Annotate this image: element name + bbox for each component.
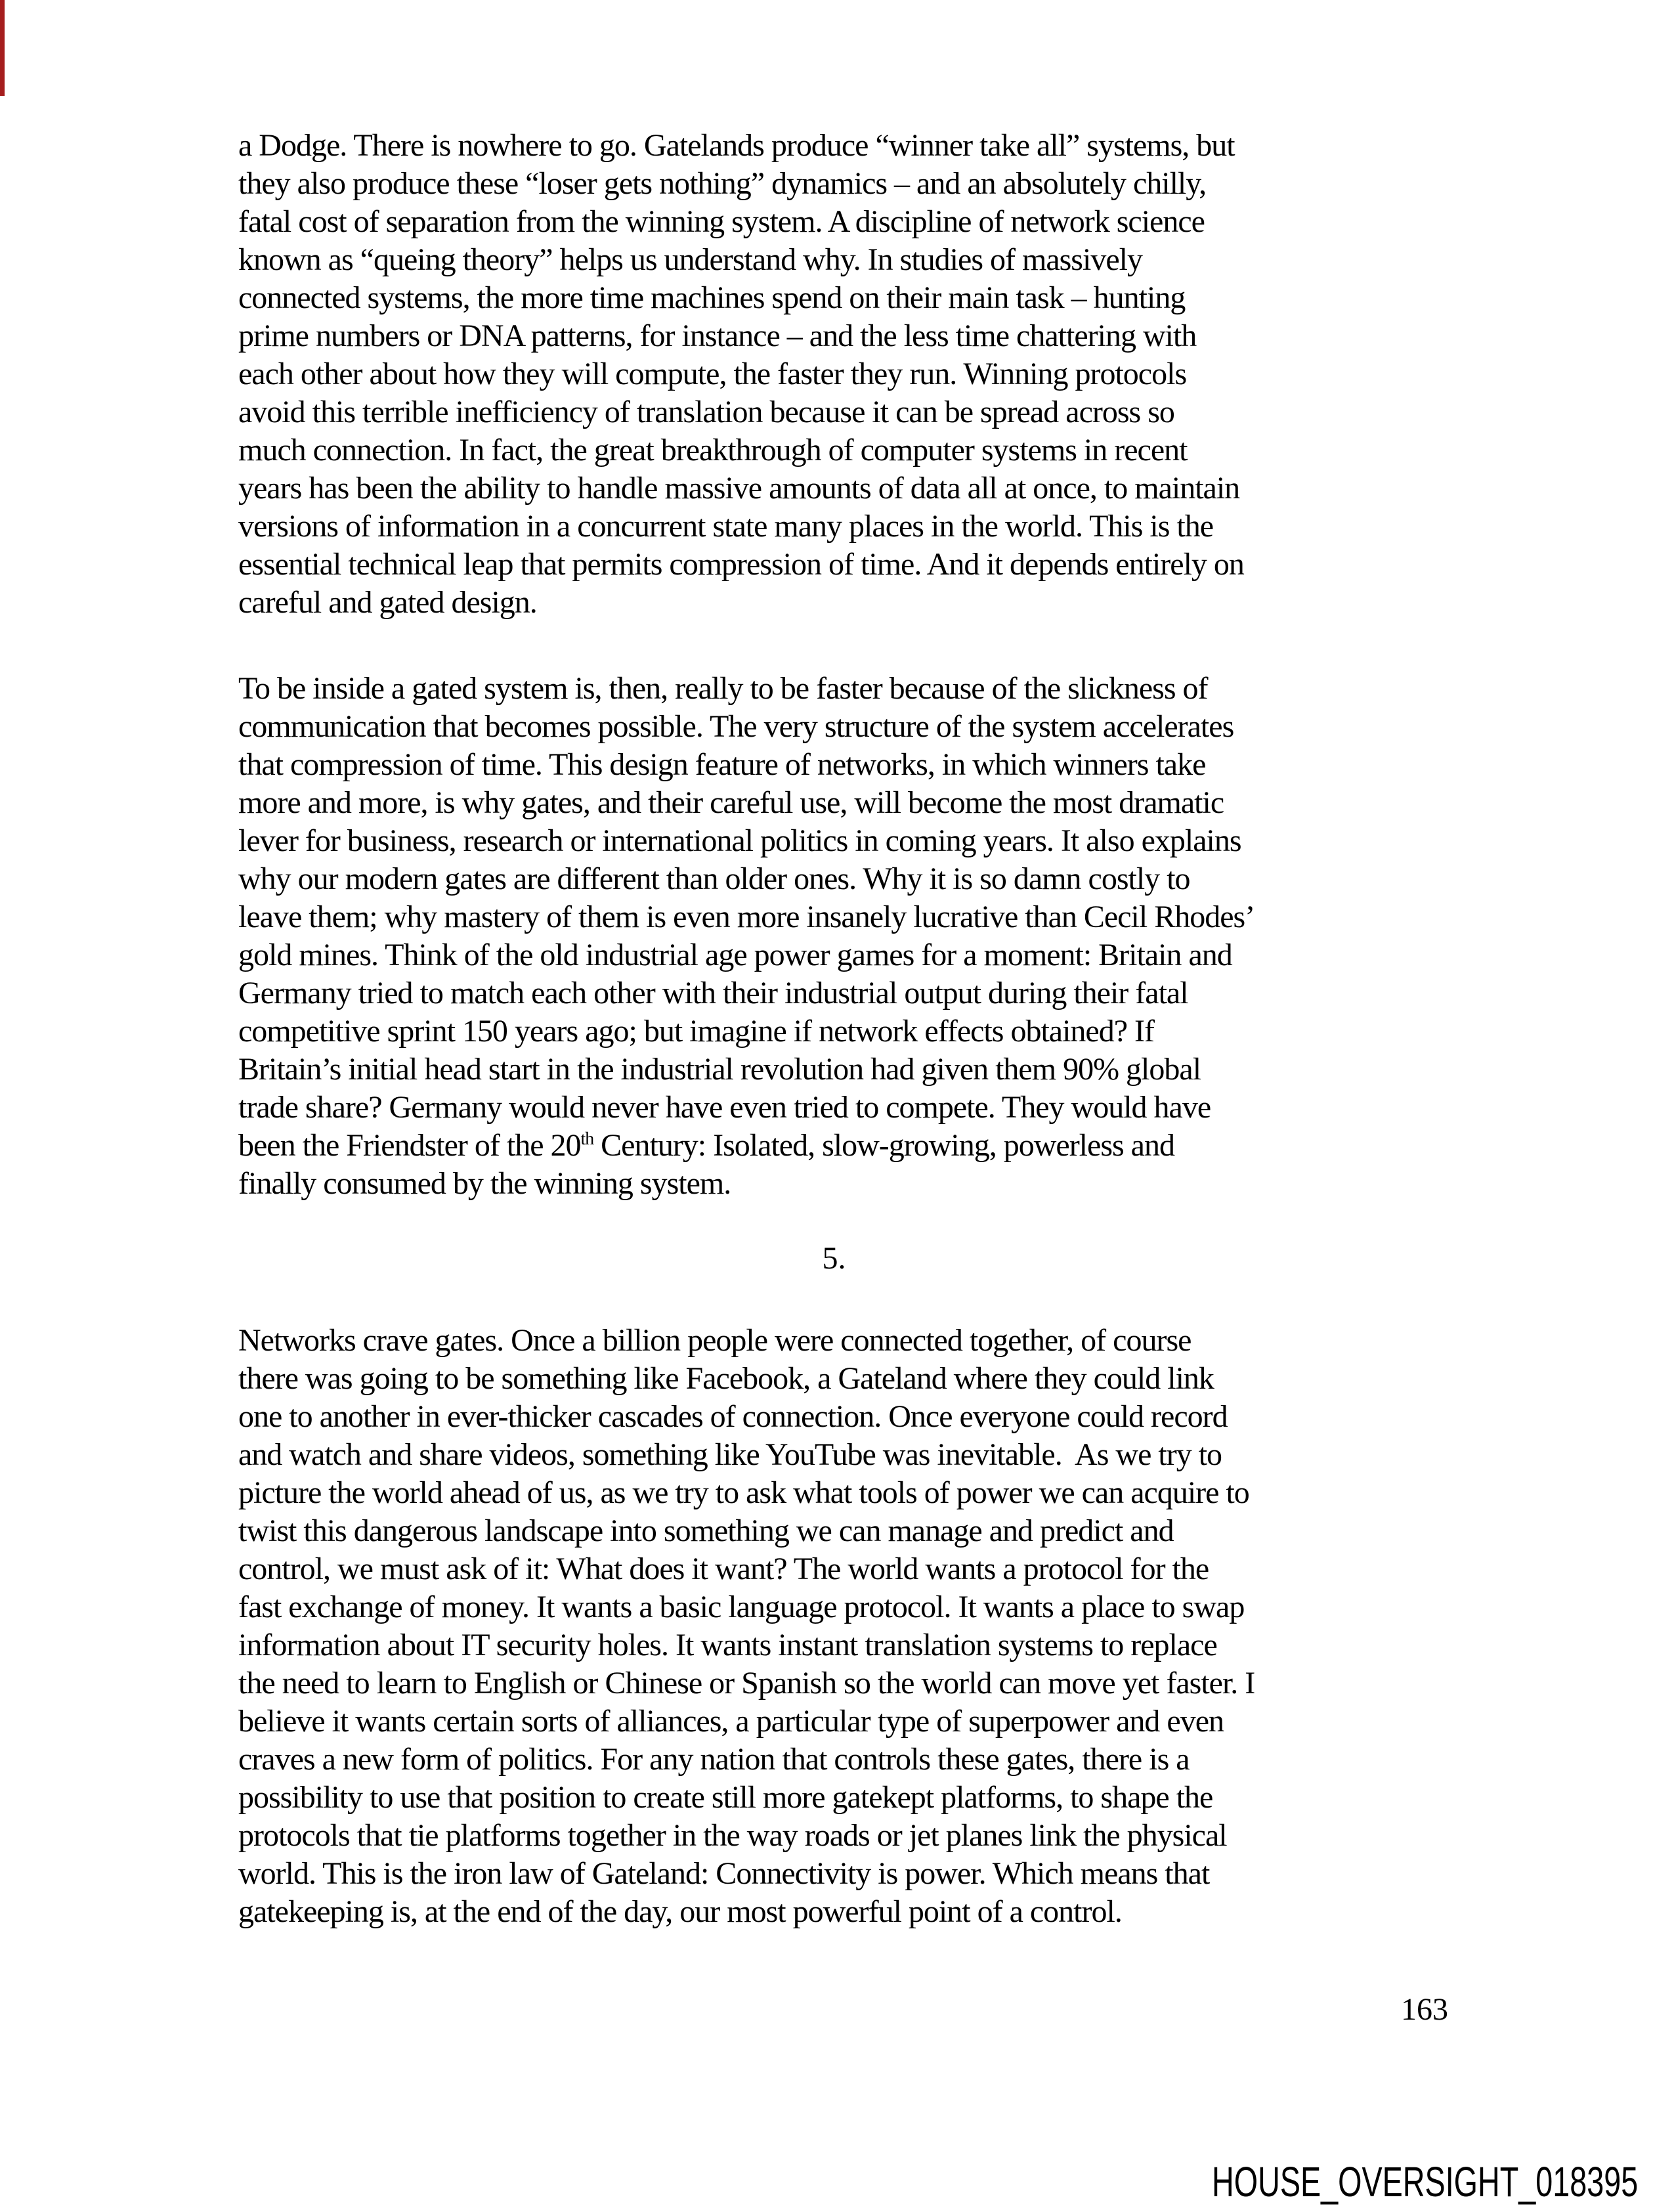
section-number: 5. (822, 1241, 846, 1276)
text-line: prime numbers or DNA patterns, for instance – and the less time chattering with (238, 318, 1197, 353)
text-line: years has been the ability to handle massive amounts of data all at once, to maintain (238, 471, 1240, 506)
text-line: protocols that tie platforms together in the way roads or jet planes link the physical (238, 1818, 1227, 1853)
text-line: lever for business, research or international politics in coming years. It also explains (238, 823, 1241, 858)
text-line: gatekeeping is, at the end of the day, our most powerful point of a control. (238, 1894, 1122, 1929)
text-line: there was going to be something like Facebook, a Gateland where they could link (238, 1361, 1214, 1396)
text-line: finally consumed by the winning system. (238, 1166, 731, 1201)
text-line: craves a new form of politics. For any nation that controls these gates, there is a (238, 1742, 1190, 1777)
text-line: information about IT security holes. It wants instant translation systems to replace (238, 1628, 1217, 1662)
text-line: competitive sprint 150 years ago; but imagine if network effects obtained? If (238, 1014, 1154, 1049)
text-line: been the Friendster of the 20th Century: Isolated, slow-growing, powerless and (238, 1128, 1174, 1163)
text-line: gold mines. Think of the old industrial age power games for a moment: Britain and (238, 938, 1232, 972)
text-line: communication that becomes possible. The very structure of the system accelerates (238, 709, 1234, 744)
text-line: known as “queing theory” helps us understand why. In studies of massively (238, 242, 1142, 277)
text-line: possibility to use that position to create still more gatekept platforms, to shape the (238, 1780, 1213, 1815)
text-line: much connection. In fact, the great breakthrough of computer systems in recent (238, 433, 1188, 467)
text-line: trade share? Germany would never have even tried to compete. They would have (238, 1090, 1211, 1125)
text-line: essential technical leap that permits compression of time. And it depends entirely on (238, 547, 1244, 582)
text-line: Britain’s initial head start in the industrial revolution had given them 90% global (238, 1052, 1201, 1087)
text-line: that compression of time. This design feature of networks, in which winners take (238, 747, 1206, 782)
paragraph-2 (238, 670, 1430, 1203)
text-line: control, we must ask of it: What does it want? The world wants a protocol for the (238, 1551, 1209, 1586)
page-number: 163 (1401, 1992, 1448, 2027)
text-line: each other about how they will compute, the faster they run. Winning protocols (238, 357, 1187, 391)
text-line: Networks crave gates. Once a billion people were connected together, of course (238, 1323, 1191, 1358)
text-line: versions of information in a concurrent state many places in the world. This is the (238, 509, 1214, 544)
text-line: the need to learn to English or Chinese or Spanish so the world can move yet faster. I (238, 1666, 1255, 1701)
text-line: fast exchange of money. It wants a basic language protocol. It wants a place to swap (238, 1590, 1245, 1624)
red-scan-mark (0, 0, 5, 96)
text-line: connected systems, the more time machines spend on their main task – hunting (238, 280, 1186, 315)
text-line: twist this dangerous landscape into something we can manage and predict and (238, 1513, 1174, 1548)
text-line: more and more, is why gates, and their careful use, will become the most dramatic (238, 785, 1224, 820)
text-line: careful and gated design. (238, 585, 537, 620)
text-line: a Dodge. There is nowhere to go. Gatelands produce “winner take all” systems, but (238, 128, 1235, 163)
paragraph-3 (238, 1322, 1430, 1931)
text-line: fatal cost of separation from the winning system. A discipline of network science (238, 204, 1205, 239)
text-line: leave them; why mastery of them is even more insanely lucrative than Cecil Rhodes’ (238, 900, 1255, 934)
text-line: and watch and share videos, something like YouTube was inevitable. As we try to (238, 1437, 1222, 1472)
text-line: picture the world ahead of us, as we try to ask what tools of power we can acquire to (238, 1475, 1249, 1510)
text-line: they also produce these “loser gets nothing” dynamics – and an absolutely chilly, (238, 166, 1207, 201)
bates-stamp: HOUSE_OVERSIGHT_018395 (1212, 2158, 1639, 2205)
text-line: To be inside a gated system is, then, really to be faster because of the slickness of (238, 671, 1208, 706)
text-line: world. This is the iron law of Gateland: Connectivity is power. Which means that (238, 1856, 1210, 1891)
text-line: believe it wants certain sorts of alliances, a particular type of superpower and even (238, 1704, 1224, 1739)
text-line: one to another in ever-thicker cascades of connection. Once everyone could record (238, 1399, 1228, 1434)
text-line: avoid this terrible inefficiency of translation because it can be spread across so (238, 395, 1174, 429)
paragraph-1 (238, 127, 1430, 622)
text-line: why our modern gates are different than older ones. Why it is so damn costly to (238, 861, 1190, 896)
text-line: Germany tried to match each other with their industrial output during their fatal (238, 976, 1188, 1010)
